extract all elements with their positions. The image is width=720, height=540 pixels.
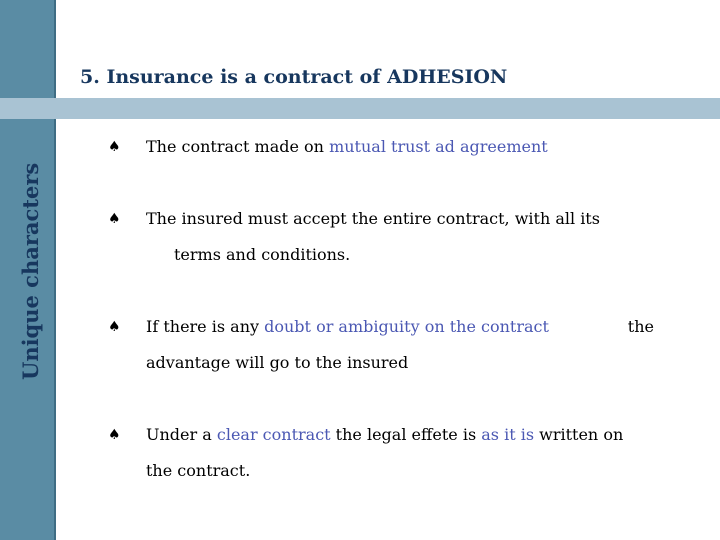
sidebar-label: Unique characters bbox=[18, 162, 43, 380]
spade-bullet-icon: ♠ bbox=[108, 139, 121, 155]
bullet-2-text: The insured must accept the entire contract, with all its bbox=[146, 209, 600, 228]
bullet-4-text-mid: the legal effete is bbox=[330, 425, 482, 444]
spade-bullet-icon: ♠ bbox=[108, 427, 121, 443]
bullet-1-text: The contract made on bbox=[146, 137, 330, 156]
title-rule bbox=[0, 98, 720, 119]
bullet-3-highlight: doubt or ambiguity on the contract bbox=[264, 317, 549, 336]
bullet-4-line-2 bbox=[146, 461, 654, 481]
bullet-3-continuation: advantage will go to the insured bbox=[146, 353, 409, 372]
spade-bullet-icon: ♠ bbox=[108, 319, 121, 335]
bullet-2-continuation: terms and conditions. bbox=[174, 245, 351, 264]
bullet-4-highlight-2: as it is bbox=[481, 425, 535, 444]
bullet-3-line-2 bbox=[146, 353, 654, 373]
bullet-2-line-1 bbox=[146, 209, 654, 229]
bullet-1-highlight: mutual trust ad agreement bbox=[329, 137, 548, 156]
bullet-3-text: If there is any bbox=[146, 317, 265, 336]
bullet-4-text-end: written on bbox=[534, 425, 624, 444]
bullet-3-line-1 bbox=[146, 317, 654, 337]
bullet-4-highlight-1: clear contract bbox=[216, 425, 331, 444]
bullet-4-continuation: the contract. bbox=[146, 461, 251, 480]
bullet-4-line-1 bbox=[146, 425, 654, 445]
bullet-3-text-end: the bbox=[627, 317, 654, 336]
spade-bullet-icon: ♠ bbox=[108, 211, 121, 227]
slide-title: 5. Insurance is a contract of ADHESION bbox=[80, 66, 508, 88]
bullet-2-line-2 bbox=[174, 245, 682, 265]
bullet-1-line-1 bbox=[146, 137, 654, 157]
bullet-4-text: Under a bbox=[146, 425, 217, 444]
